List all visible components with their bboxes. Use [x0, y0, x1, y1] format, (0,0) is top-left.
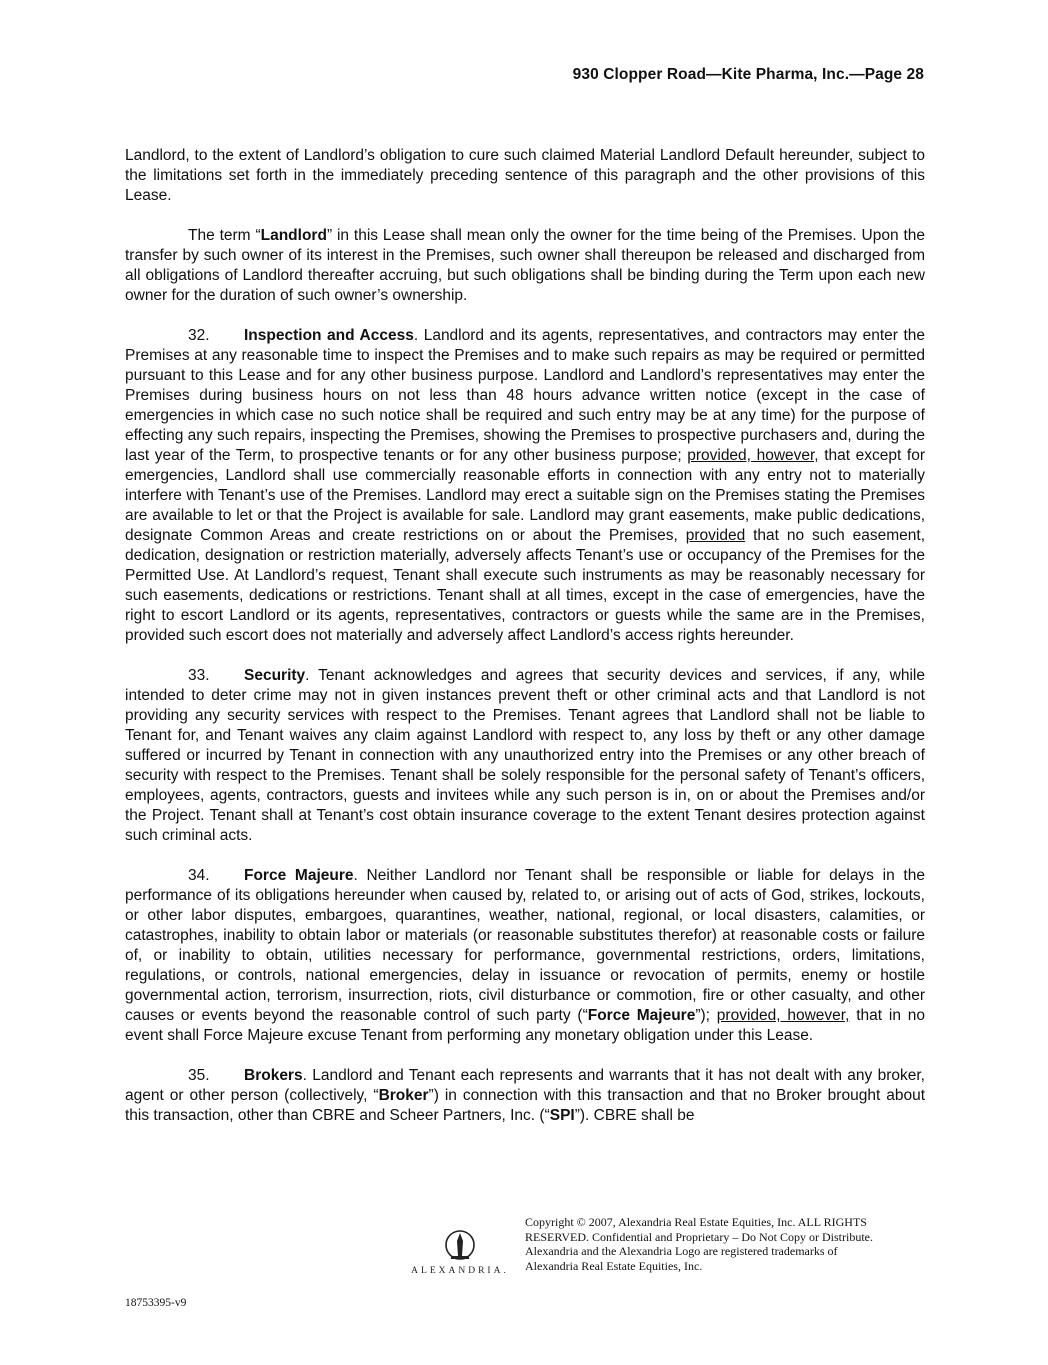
alexandria-emblem-icon — [405, 1228, 515, 1266]
section-number: 34. — [188, 867, 210, 884]
defined-term: Broker — [378, 1087, 429, 1104]
underlined-phrase: provided — [685, 527, 746, 544]
section-34: 34. Force Majeure. Neither Landlord nor Tenant shall be responsible or liable for delays in the performance of its obligations hereunder when caused by, related to, or arising out of acts of God, strikes, lockouts, or other labor disputes, embargoes, quarantines, weather, national, regional, or local disasters, calamities, or catastrophes, inability to obtain labor or materials (or reasonable substitutes therefor) at reasonable costs or failure of, or inability to obtain, utilities necessary for performance, governmental restrictions, orders, limitations, regulations, or controls, national emergencies, delay in issuance or revocation of permits, enemy or hostile governmental action, terrorism, insurrection, riots, civil disturbance or commotion, fire or other casualty, and other causes or events beyond the reasonable control of such party (“Force Majeure”); provided, however, that in no event shall Force Majeure excuse Tenant from performing any monetary obligation under this Lease. — [125, 867, 926, 1044]
section-title: Force Majeure — [244, 867, 354, 884]
document-id: 18753395-v9 — [125, 1297, 187, 1309]
section-33: 33. Security. Tenant acknowledges and agrees that security devices and services, if any, while intended to deter crime may not in given instances prevent theft or other criminal acts and that Landlord is not providing any security services with respect to the Premises. Tenant agrees that Landlord shall not be liable to Tenant for, and Tenant waives any claim against Landlord with respect to, any loss by theft or any other damage suffered or incurred by Tenant in connection with any unauthorized entry into the Premises or any other breach of security with respect to the Premises. Tenant shall be solely responsible for the personal safety of Tenant’s officers, employees, agents, contractors, guests and invitees while any such person is in, on or about the Premises and/or the Project. Tenant shall at Tenant’s cost obtain insurance coverage to the extent Tenant desires protection against such criminal acts. — [125, 667, 925, 844]
section-number: 33. — [188, 667, 210, 684]
section-title: Brokers — [244, 1067, 303, 1084]
section-number: 32. — [188, 327, 210, 344]
section-title: Security — [244, 667, 306, 684]
section-35: 35. Brokers. Landlord and Tenant each represents and warrants that it has not dealt with any broker, agent or other person (collectively, “Broker”) in connection with this transaction and that no Broker brought about this transaction, other than CBRE and Scheer Partners, Inc. (“SPI”). CBRE shall be — [125, 1067, 926, 1124]
defined-term: Force Majeure — [587, 1007, 696, 1024]
section-32: 32. Inspection and Access. Landlord and its agents, representatives, and contractors may enter the Premises at any reasonable time to inspect the Premises and to make such repairs as may be required or permitted pursuant to this Lease and for any other business purpose. Landlord and Landlord’s representatives may enter the Premises during business hours on not less than 48 hours advance written notice (except in the case of emergencies in which case no such notice shall be required and such entry may be at any time) for the purpose of effecting any such repairs, inspecting the Premises, showing the Premises to prospective purchasers and, during the last year of the Term, to prospective tenants or for any other business purpose; provided, however, that except for emergencies, Landlord shall use commercially reasonable efforts in connection with any entry not to materially interfere with Tenant’s use of the Premises. Landlord may erect a suitable sign on the Premises stating the Premises are available to let or that the Project is available for sale. Landlord may grant easements, make public dedications, designate Common Areas and create restrictions on or about the Premises, provided that no such easement, dedication, designation or restriction materially, adversely affects Tenant’s use or occupancy of the Premises for the Permitted Use. At Landlord’s request, Tenant shall execute such instruments as may be reasonably necessary for such easements, dedications or restrictions. Tenant shall at all times, except in the case of emergencies, have the right to escort Landlord or its agents, representatives, contractors or guests while the same are in the Premises, provided such escort does not materially and adversely affect Landlord’s access rights hereunder. — [125, 327, 926, 644]
section-title: Inspection and Access — [244, 327, 414, 344]
defined-term: SPI — [549, 1107, 575, 1124]
page-header: 930 Clopper Road—Kite Pharma, Inc.—Page 28 — [572, 66, 924, 83]
underlined-phrase: provided, however, — [687, 447, 819, 464]
section-number: 35. — [188, 1067, 210, 1084]
defined-term: Landlord — [260, 227, 327, 244]
copyright-notice: Copyright © 2007, Alexandria Real Estate Equities, Inc. ALL RIGHTS RESERVED. Confidential and Proprietary – Do Not Copy or Distribute. Alexandria and the Alexandria Logo are registered trademarks of Alexandria Real Estate Equities, Inc. — [525, 1215, 873, 1273]
underlined-phrase: provided, however, — [716, 1007, 850, 1024]
continued-paragraph: Landlord, to the extent of Landlord’s obligation to cure such claimed Material Landlord Default hereunder, subject to the limitations set forth in the immediately preceding sentence of this paragraph and the other provisions of this Lease. — [125, 147, 925, 204]
landlord-definition-paragraph: The term “Landlord” in this Lease shall mean only the owner for the time being of the Premises. Upon the transfer by such owner of its interest in the Premises, such owner shall thereupon be released and discharged from all obligations of Landlord thereafter accruing, but such obligations shall be binding during the Term upon each new owner for the duration of such owner’s ownership. — [125, 227, 925, 304]
logo-wordmark: ALEXANDRIA. — [411, 1266, 509, 1276]
document-body — [125, 146, 925, 1146]
alexandria-logo — [405, 1228, 515, 1284]
